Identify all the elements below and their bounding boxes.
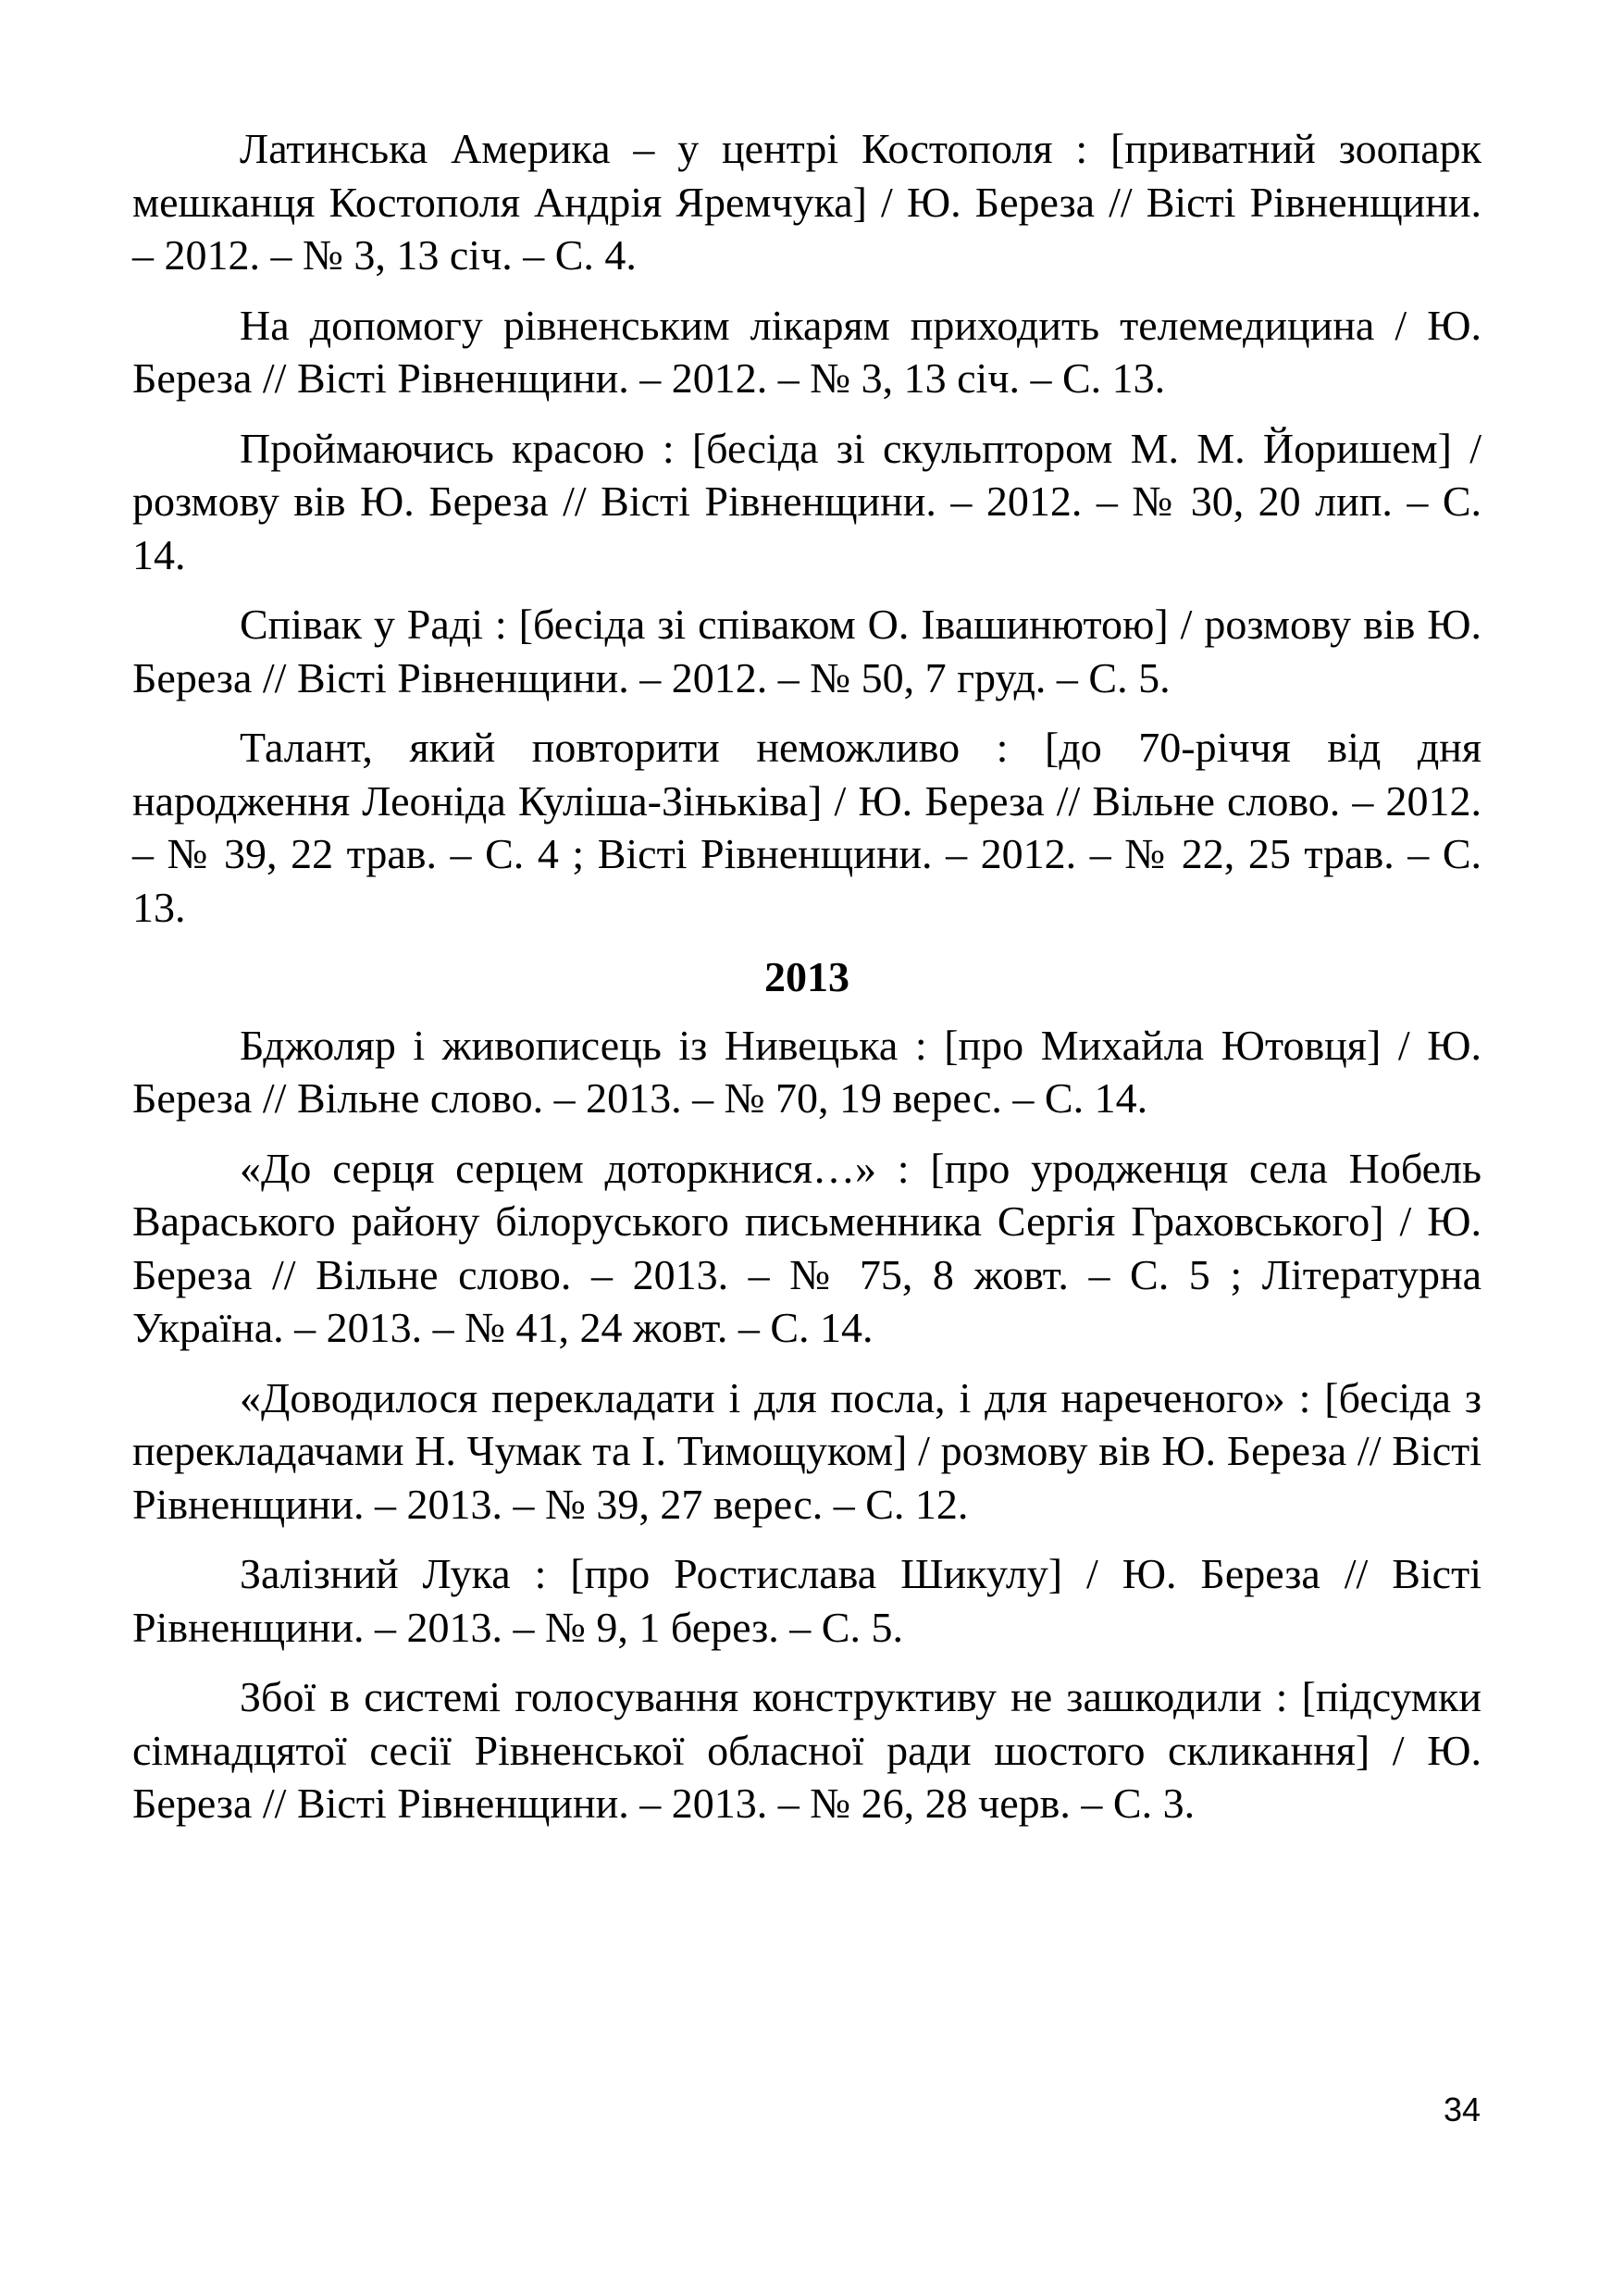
bibliography-entry: Проймаючись красою : [бесіда зі скульптором М. М. Йоришем] / розмову вів Ю. Береза // Вісті Рівненщини. – 2012. – № 30, 20 лип. – С. 14. (132, 424, 1481, 578)
bibliography-entry: Бджоляр і живописець із Нивецька : [про Михайла Ютовця] / Ю. Береза // Вільне слово. – 2013. – № 70, 19 верес. – С. 14. (132, 1021, 1481, 1122)
bibliography-entry: «До серця серцем доторкнися…» : [про уродженця села Нобель Вараського району білоруського письменника Сергія Граховського] / Ю. Береза // Вільне слово. – 2013. – № 75, 8 жовт. – С. 5 ; Літературна Україна. – 2013. – № 41, 24 жовт. – С. 14. (132, 1144, 1481, 1351)
document-page (132, 122, 1481, 1847)
bibliography-entry: Латинська Америка – у центрі Костополя : [приватний зоопарк мешканця Костополя Андрія Яремчука] / Ю. Береза // Вісті Рівненщини. – 2012. – № 3, 13 січ. – С. 4. (132, 125, 1481, 279)
bibliography-entry: Співак у Раді : [бесіда зі співаком О. Івашинютою] / розмову вів Ю. Береза // Вісті Рівненщини. – 2012. – № 50, 7 груд. – С. 5. (132, 601, 1481, 701)
bibliography-entry: «Доводилося перекладати і для посла, і для нареченого» : [бесіда з перекладачами Н. Чумак та І. Тимощуком] / розмову вів Ю. Береза // Вісті Рівненщини. – 2013. – № 39, 27 верес. – С. 12. (132, 1373, 1481, 1528)
page-number: 34 (1443, 2090, 1481, 2128)
bibliography-entry: Збої в системі голосування конструктиву не зашкодили : [підсумки сімнадцятої сесії Рівненської обласної ради шостого скликання] / Ю. Береза // Вісті Рівненщини. – 2013. – № 26, 28 черв. – С. 3. (132, 1673, 1481, 1827)
year-heading: 2013 (764, 953, 849, 1000)
bibliography-entry: На допомогу рівненським лікарям приходить телемедицина / Ю. Береза // Вісті Рівненщини. – 2012. – № 3, 13 січ. – С. 13. (132, 301, 1481, 402)
bibliography-entry: Талант, який повторити неможливо : [до 70-річчя від дня народження Леоніда Куліша-Зіньківа] / Ю. Береза // Вільне слово. – 2012. – № 39, 22 трав. – С. 4 ; Вісті Рівненщини. – 2012. – № 22, 25 трав. – С. 13. (132, 724, 1481, 931)
bibliography-entry: Залізний Лука : [про Ростислава Шикулу] / Ю. Береза // Вісті Рівненщини. – 2013. – № 9, 1 берез. – С. 5. (132, 1550, 1481, 1651)
